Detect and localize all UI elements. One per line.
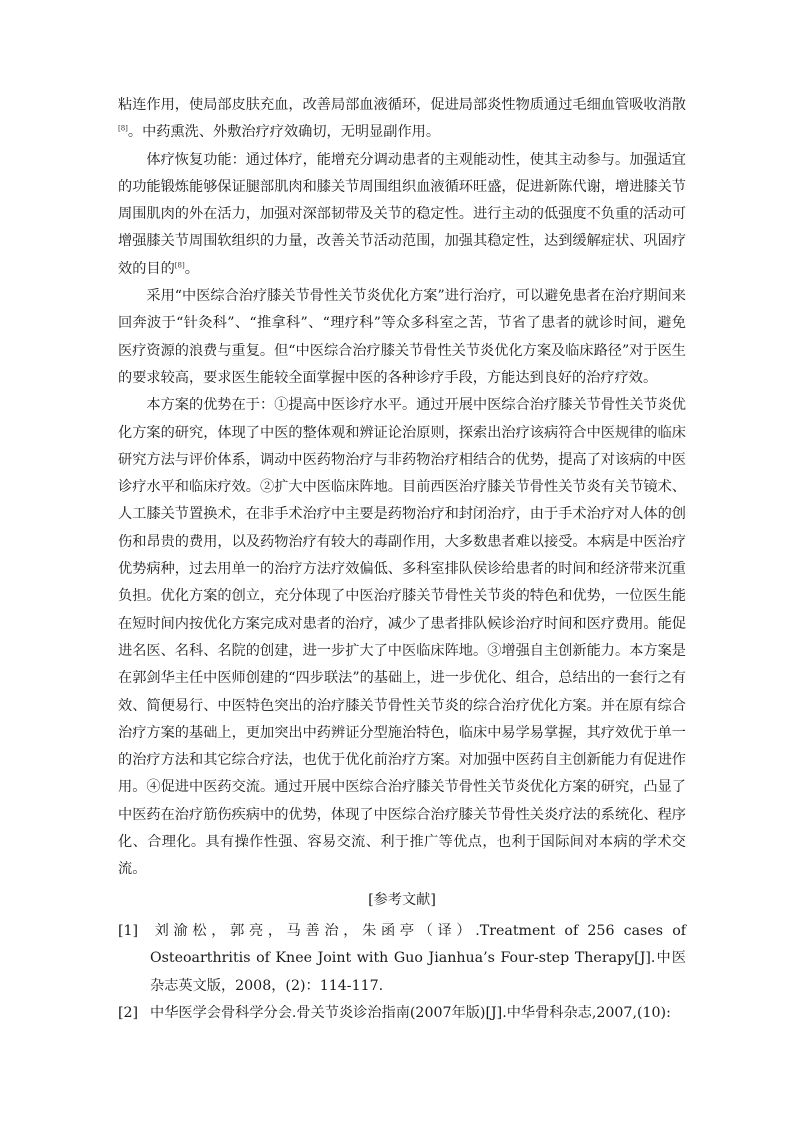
paragraph-2 [118,147,686,283]
paragraph-4 [118,392,686,883]
paragraph-text: 。 [184,260,199,277]
paragraph-text: 采用“中医综合治疗膝关节骨性关节炎优化方案”进行治疗，可以避免患者在治疗期间来回奔波于“针灸科”、“推拿科”、“理疗科”等众多科室之苦，节省了患者的就诊时间，避免医疗资源的浪费与重复。但“中医综合治疗膝关节骨性关节炎优化方案及临床路径”对于医生的要求较高，要求医生能较全面掌握中医的各种诊疗手段，方能达到良好的治疗疗效。 [118,288,686,386]
paragraph-text: 本方案的优势在于：①提高中医诊疗水平。通过开展中医综合治疗膝关节骨性关节炎优化方案的研究，体现了中医的整体观和辨证论治原则，探索出治疗该病符合中医规律的临床研究方法与评价体系，调动中医药物治疗与非药物治疗相结合的优势，提高了对该病的中医诊疗水平和临床疗效。②扩大中医临床阵地。目前西医治疗膝关节骨性关节炎有关节镜术、人工膝关节置换术，在非手术治疗中主要是药物治疗和封闭治疗，由于手术治疗对人体的创伤和昂贵的费用，以及药物治疗有较大的毒副作用，大多数患者难以接受。本病是中医治疗优势病种，过去用单一的治疗方法疗效偏低、多科室排队侯诊给患者的时间和经济带来沉重负担。优化方案的创立，充分体现了中医治疗膝关节骨性关节炎的特色和优势，一位医生能在短时间内按优化方案完成对患者的治疗，减少了患者排队候诊治疗时间和医疗费用。能促进名医、名科、名院的创建，进一步扩大了中医临床阵地。③增强自主创新能力。本方案是在郭剑华主任中医师创建的“四步联法”的基础上，进一步优化、组合，总结出的一套行之有效、简便易行、中医特色突出的治疗膝关节骨性关节炎的综合治疗优化方案。并在原有综合治疗方案的基础上，更加突出中药辨证分型施治特色，临床中易学易掌握，其疗效优于单一的治疗方法和其它综合疗法，也优于优化前治疗方案。对加强中医药自主创新能力有促进作用。④促进中医药交流。通过开展中医综合治疗膝关节骨性关节炎优化方案的研究，凸显了中医药在治疗筋伤疾病中的优势，体现了中医综合治疗膝关节骨性关炎疗法的系统化、程序化、合理化。具有操作性强、容易交流、利于推广等优点，也利于国际间对本病的学术交流。 [118,397,686,878]
reference-text: 刘渝松，郭亮，马善治，朱函亭（译）.Treatment of 256 cases of Osteoarthritis of Knee Joint with Guo Jianhua’s Four-step Therapy[J].中医杂志英文版，2008，(2)：114-117. [150,922,686,994]
paragraph-text: 。中药熏洗、外敷治疗疗效确切，无明显副作用。 [127,124,441,141]
reference-item-1 [118,918,686,1000]
paragraph-text: 体疗恢复功能：通过体疗，能增充分调动患者的主观能动性，使其主动参与。加强适宜的功能锻炼能够保证腿部肌肉和膝关节周围组织血液循环旺盛，促进新陈代谢，增进膝关节周围肌肉的外在活力，加强对深部韧带及关节的稳定性。进行主动的低强度不负重的活动可增强膝关节周围软组织的力量，改善关节活动范围，加强其稳定性，达到缓解症状、巩固疗效的目的 [118,151,686,277]
document-page [118,92,686,1027]
reference-number: [2] [118,1004,139,1021]
reference-text: 中华医学会骨科学分会.骨关节炎诊治指南(2007年版)[J].中华骨科杂志,2007,(10): [150,1004,671,1021]
paragraph-1 [118,92,686,147]
paragraph-3 [118,283,686,392]
reference-item-2 [118,1000,686,1027]
paragraph-text: 粘连作用，使局部皮肤充血，改善局部血液循环，促进局部炎性物质通过毛细血管吸收消散 [118,97,686,113]
citation-marker: [8] [118,124,128,133]
reference-number: [1] [118,922,139,939]
references-title: [参考文献] [368,891,436,908]
citation-marker: [8] [174,261,185,270]
